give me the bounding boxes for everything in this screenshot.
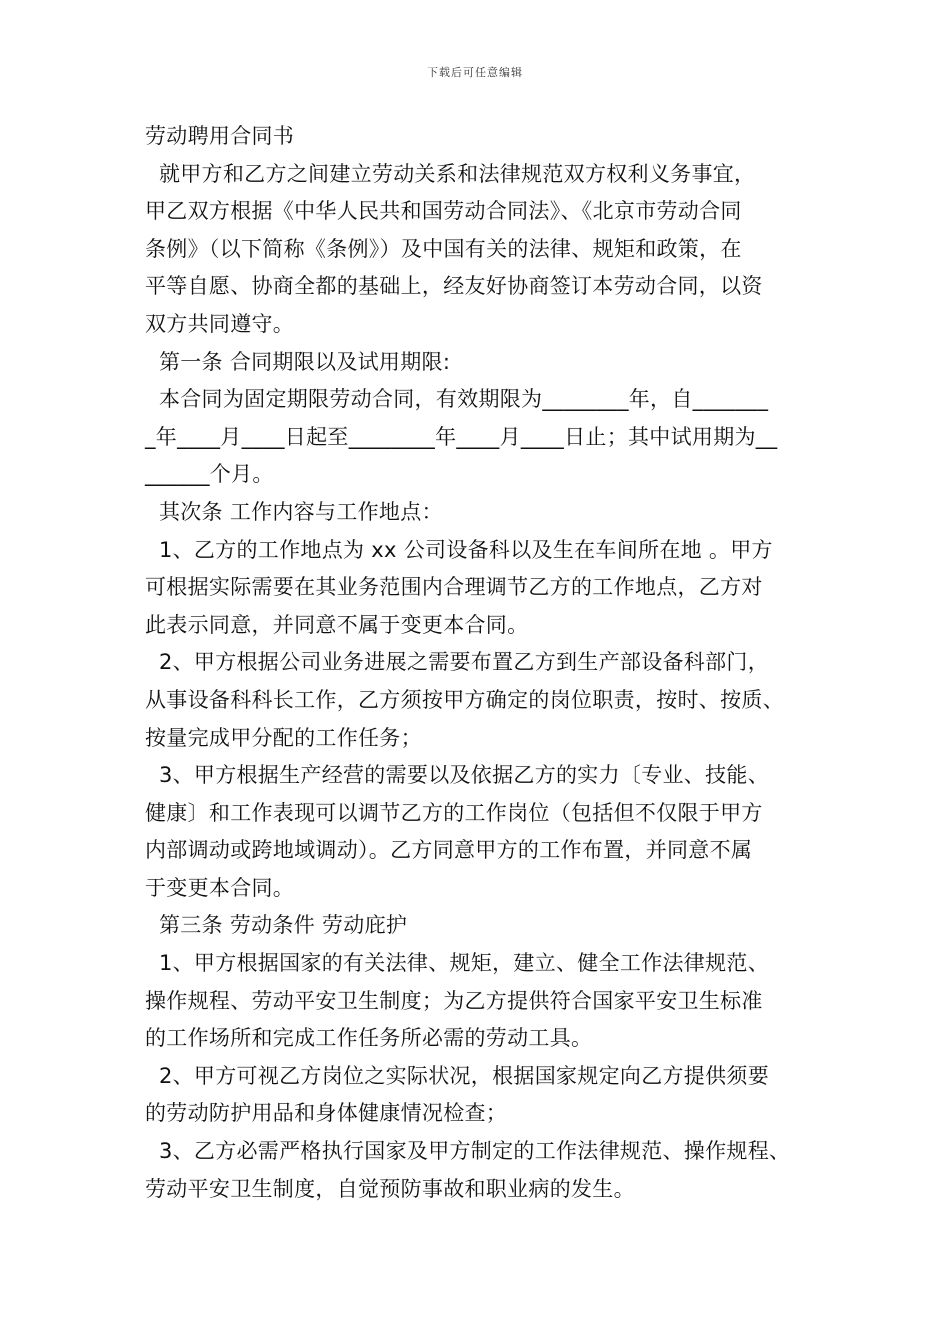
text-line: 2、甲方可视乙方岗位之实际状况，根据国家规定向乙方提供须要: [145, 1063, 770, 1088]
text-line: 劳动平安卫生制度，自觉预防事故和职业病的发生。: [145, 1176, 635, 1201]
text-line: _年____月____日起至________年____月____日止；其中试用期为__: [145, 424, 778, 449]
text-line: 按量完成甲分配的工作任务；: [145, 725, 422, 750]
text-line: 操作规程、劳动平安卫生制度；为乙方提供符合国家平安卫生标准: [145, 988, 763, 1013]
text-line: 双方共同遵守。: [145, 311, 295, 336]
text-line: 3、甲方根据生产经营的需要以及依据乙方的实力〔专业、技能、: [145, 763, 770, 788]
text-line: 此表示同意，并同意不属于变更本合同。: [145, 612, 529, 637]
text-line: 本合同为固定期限劳动合同，有效期限为________年，自_______: [145, 387, 769, 412]
section-heading: 第三条 劳动条件 劳动庇护: [145, 913, 408, 938]
text-line: 健康〕和工作表现可以调节乙方的工作岗位（包括但不仅限于甲方: [145, 800, 763, 825]
text-line: 就甲方和乙方之间建立劳动关系和法律规范双方权利义务事宜，: [145, 161, 756, 186]
page-header: 下载后可任意编辑: [427, 66, 523, 79]
text-line: 1、甲方根据国家的有关法律、规矩，建立、健全工作法律规范、: [145, 951, 770, 976]
text-line: 2、甲方根据公司业务进展之需要布置乙方到生产部设备科部门，: [145, 650, 770, 675]
text-line: 的工作场所和完成工作任务所必需的劳动工具。: [145, 1026, 593, 1051]
text-line: 条例》（以下简称《条例》）及中国有关的法律、规矩和政策，在: [145, 236, 742, 261]
text-line: 于变更本合同。: [145, 875, 295, 900]
text-line: 3、乙方必需严格执行国家及甲方制定的工作法律规范、操作规程、: [145, 1139, 791, 1164]
text-line: 甲乙双方根据《中华人民共和国劳动合同法》、《北京市劳动合同: [145, 199, 742, 224]
text-line: ______个月。: [145, 462, 274, 487]
document-body: [145, 118, 835, 1208]
text-line: 内部调动或跨地域调动）。乙方同意甲方的工作布置，并同意不属: [145, 838, 753, 863]
document-title: 劳动聘用合同书: [145, 124, 295, 148]
section-heading: 其次条 工作内容与工作地点：: [145, 499, 443, 524]
text-line: 的劳动防护用品和身体健康情况检查；: [145, 1101, 508, 1126]
text-line: 平等自愿、协商全都的基础上，经友好协商签订本劳动合同，以资: [145, 274, 763, 299]
text-line: 可根据实际需要在其业务范围内合理调节乙方的工作地点，乙方对: [145, 575, 763, 600]
text-line: 1、乙方的工作地点为 xx 公司设备科以及生在车间所在地 。甲方: [145, 537, 773, 562]
text-line: 从事设备科科长工作，乙方须按甲方确定的岗位职责，按时、按质、: [145, 687, 784, 712]
section-heading: 第一条 合同期限以及试用期限:: [145, 349, 451, 374]
